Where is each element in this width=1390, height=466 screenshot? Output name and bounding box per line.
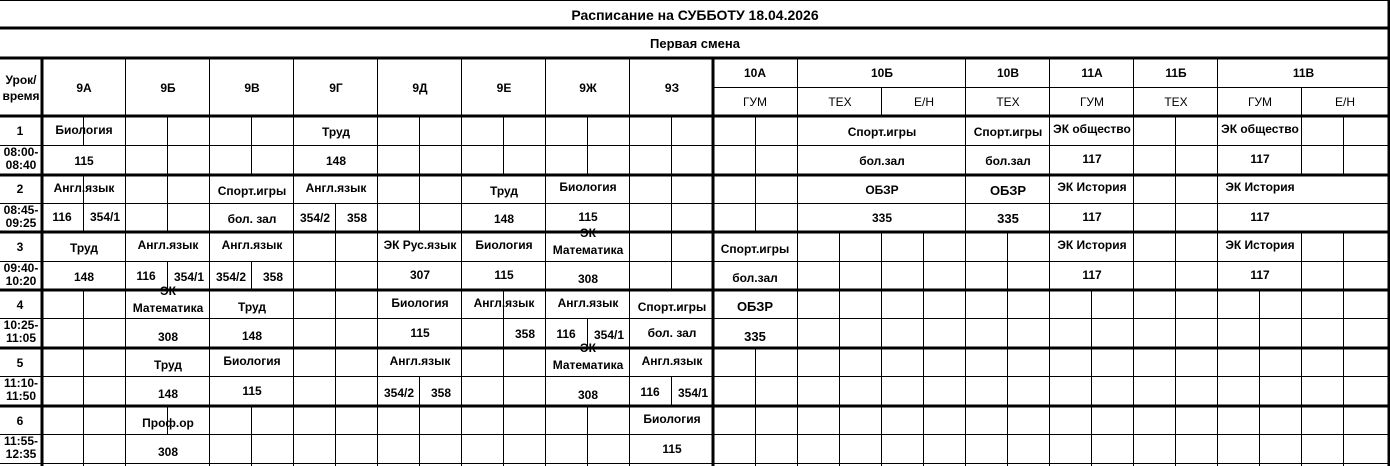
lesson-room: 115 — [410, 325, 430, 340]
lesson-subject: Англ.язык — [557, 296, 619, 310]
lesson-subject: Труд — [153, 358, 183, 372]
lesson-room: 116 — [640, 385, 660, 399]
lesson-subject: ЭК История — [1225, 238, 1295, 252]
lesson-room: 115 — [74, 153, 94, 168]
lesson-room: 117 — [1250, 267, 1270, 282]
lesson-room: бол.зал — [985, 154, 1031, 168]
lesson-subject: ЭК История — [1057, 238, 1127, 252]
lesson-subject: Англ.язык — [221, 238, 283, 252]
lesson-subject: Биология — [391, 296, 449, 310]
class-header-9d: 9Д — [412, 80, 428, 95]
lesson-subject: ЭК История — [1057, 180, 1127, 194]
lesson-number: 5 — [16, 356, 24, 370]
lesson-time: 10:25-11:05 — [3, 319, 39, 345]
class-header-10b: 10Б — [871, 66, 893, 80]
lesson-room: 354/1 — [677, 386, 709, 400]
lesson-room: 115 — [494, 267, 514, 282]
lesson-subject: Англ.язык — [641, 354, 703, 368]
lesson-subject: ОБЗР — [736, 299, 774, 314]
lesson-room: 358 — [430, 386, 452, 400]
lesson-room: 308 — [577, 272, 599, 286]
lesson-subject: Биология — [475, 238, 533, 252]
lesson-room: 358 — [262, 270, 284, 284]
lesson-room: 358 — [514, 327, 536, 341]
class-header-10v: 10В — [996, 66, 1019, 80]
lesson-time: 09:40-10:20 — [3, 262, 39, 288]
lesson-room: 148 — [73, 270, 95, 284]
class-header-11a: 11А — [1081, 66, 1103, 80]
lesson-subject: Биология — [643, 412, 701, 426]
lesson-subject: Спорт.игры — [217, 184, 287, 198]
lesson-room: 117 — [1250, 209, 1270, 224]
schedule-title: Расписание на СУББОТУ 18.04.2026 — [571, 6, 819, 23]
lesson-number: 1 — [16, 124, 24, 138]
lesson-room: 354/2 — [383, 386, 415, 400]
lesson-time: 11:55-12:35 — [3, 435, 39, 461]
lesson-room: 148 — [241, 329, 263, 343]
lesson-subject: Спорт.игры — [637, 300, 707, 314]
lesson-room: 308 — [157, 445, 179, 459]
lesson-time: 11:10-11:50 — [3, 377, 39, 403]
lesson-room: 116 — [52, 210, 72, 224]
lesson-subject: Математика — [552, 358, 624, 372]
lesson-subject: Математика — [132, 301, 204, 315]
lesson-subject: ОБЗР — [989, 183, 1027, 198]
lesson-room: бол. зал — [227, 212, 277, 226]
lesson-subject: Англ.язык — [473, 296, 535, 310]
lesson-room: 308 — [157, 330, 179, 344]
lesson-room: 148 — [157, 387, 179, 401]
profile-10v: ТЕХ — [996, 94, 1020, 109]
lesson-subject: Англ.язык — [389, 354, 451, 368]
class-header-9v: 9В — [244, 80, 260, 95]
lesson-room: 354/1 — [89, 210, 121, 224]
class-header-9a: 9А — [76, 80, 92, 95]
lesson-subject: Труд — [69, 241, 99, 255]
lesson-room: 115 — [578, 209, 598, 224]
lesson-subject: ЭК Рус.язык — [383, 238, 457, 252]
lesson-number: 6 — [16, 414, 24, 428]
lesson-subject: Труд — [237, 300, 267, 314]
profile-11a: ГУМ — [1079, 94, 1105, 109]
lesson-subject-prefix: ЭК — [160, 284, 176, 298]
lesson-room: 335 — [744, 329, 766, 344]
lesson-room: бол.зал — [732, 271, 778, 285]
lesson-room: 354/1 — [173, 270, 205, 284]
lesson-subject: ОБЗР — [865, 183, 899, 197]
lesson-time: 08:00-08:40 — [3, 146, 39, 172]
class-header-9g: 9Г — [329, 80, 343, 95]
lesson-subject: Англ.язык — [53, 181, 115, 195]
lesson-subject: Биология — [55, 123, 113, 137]
lesson-number: 4 — [16, 298, 24, 312]
lesson-room: 116 — [556, 327, 576, 341]
lesson-room: 148 — [325, 154, 347, 168]
class-header-11b: 11Б — [1165, 66, 1187, 80]
lesson-room: 117 — [1082, 151, 1102, 166]
lesson-subject: ЭК История — [1225, 180, 1295, 194]
lesson-room: 117 — [1082, 209, 1102, 224]
lesson-subject: Англ.язык — [305, 181, 367, 195]
lesson-number: 2 — [16, 182, 24, 196]
class-header-9z: 9З — [664, 80, 680, 95]
lesson-room: 358 — [346, 211, 368, 225]
lesson-subject-prefix: ЭК — [580, 341, 596, 355]
lesson-subject-prefix: ЭК — [580, 226, 596, 240]
lesson-subject: Труд — [489, 184, 519, 198]
profile-10b-1: ТЕХ — [828, 94, 852, 109]
lesson-room: бол. зал — [647, 326, 697, 340]
lesson-room: 115 — [662, 441, 682, 456]
lesson-subject: Биология — [559, 180, 617, 194]
lesson-subject: Спорт.игры — [847, 125, 917, 139]
class-header-9e: 9Е — [496, 80, 512, 95]
lesson-room: 354/1 — [593, 328, 625, 342]
lesson-subject: Труд — [321, 125, 351, 139]
profile-10b-2: Е/Н — [913, 94, 934, 109]
lesson-room: 308 — [577, 388, 599, 402]
profile-11v-1: ГУМ — [1247, 94, 1273, 109]
lesson-number: 3 — [16, 240, 24, 254]
class-header-9zh: 9Ж — [579, 80, 597, 95]
profile-11v-2: Е/Н — [1334, 94, 1355, 109]
lesson-subject: Англ.язык — [137, 238, 199, 252]
lesson-time: 08:45-09:25 — [3, 204, 39, 230]
lesson-time-header: Урок/ время — [2, 73, 40, 103]
lesson-room: 335 — [871, 211, 893, 225]
shift-title: Первая смена — [650, 35, 740, 51]
lesson-room: 117 — [1082, 267, 1102, 282]
lesson-subject: ЭК общество — [1221, 122, 1299, 136]
lesson-subject: ЭК общество — [1053, 122, 1131, 136]
lesson-room: 115 — [242, 383, 262, 398]
lesson-subject: Биология — [223, 354, 281, 368]
lesson-room: бол.зал — [859, 154, 905, 168]
lesson-room: 148 — [493, 212, 515, 226]
class-header-9b: 9Б — [160, 80, 176, 95]
lesson-subject: Проф.ор — [142, 416, 194, 430]
profile-11b: ТЕХ — [1164, 94, 1188, 109]
lesson-room: 116 — [136, 269, 156, 283]
lesson-room: 354/2 — [215, 270, 247, 284]
lesson-room: 307 — [409, 267, 431, 282]
lesson-room: 354/2 — [299, 211, 331, 225]
class-header-11v: 11В — [1292, 66, 1315, 80]
class-header-10a: 10А — [743, 66, 766, 80]
lesson-room: 117 — [1250, 151, 1270, 166]
profile-10a: ГУМ — [742, 94, 768, 109]
lesson-subject: Спорт.игры — [973, 125, 1043, 139]
lesson-room: 335 — [997, 211, 1019, 226]
lesson-subject: Спорт.игры — [720, 242, 790, 256]
lesson-subject: Математика — [552, 243, 624, 257]
